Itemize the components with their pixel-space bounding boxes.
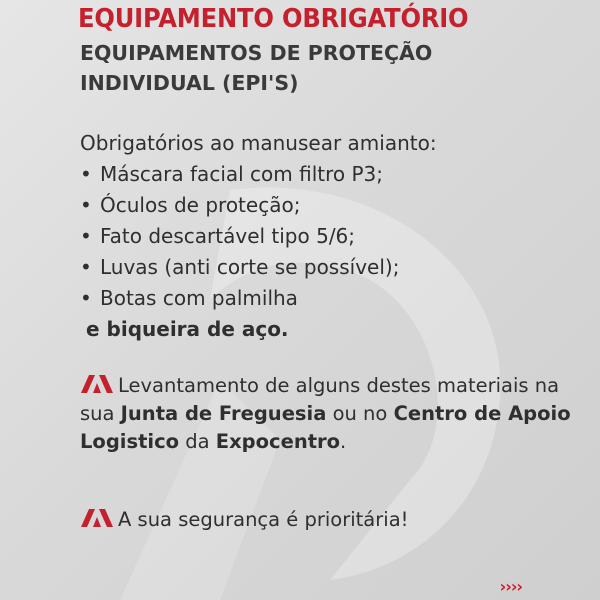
notice-text: . — [340, 430, 347, 453]
list-intro: Obrigatórios ao manusear amianto: — [80, 131, 437, 155]
list-items — [80, 159, 590, 314]
notice-text: ou no — [326, 402, 394, 425]
list-item — [80, 221, 590, 252]
list-item — [80, 159, 590, 190]
notice-bold-junta: Junta de Freguesia — [120, 402, 327, 425]
notice-text: da — [179, 430, 216, 453]
bullet: • — [80, 193, 92, 217]
notice-bold-expocentro: Expocentro — [215, 430, 341, 453]
list-item-text: Óculos de proteção; — [100, 193, 301, 217]
bullet: • — [80, 255, 92, 279]
notice-text: Levantamento de alguns destes materiais na sua — [80, 374, 560, 425]
bullet: • — [80, 162, 92, 186]
list-item-text: Luvas (anti corte se possível); — [100, 255, 400, 279]
pickup-notice — [80, 372, 590, 456]
bullet: • — [80, 224, 92, 248]
safety-notice — [80, 506, 590, 534]
warning-logo-icon — [80, 374, 114, 394]
page-subtitle: EQUIPAMENTOS DE PROTEÇÃO INDIVIDUAL (EPI'S) — [80, 41, 433, 95]
list-item — [80, 252, 590, 283]
required-equipment-list — [80, 128, 590, 345]
list-item-text: Fato descartável tipo 5/6; — [100, 224, 356, 248]
safety-notice-text: A sua segurança é prioritária! — [118, 508, 409, 531]
bullet: • — [80, 286, 92, 310]
content — [78, 0, 588, 600]
next-arrows-icon[interactable]: ›››› — [499, 577, 522, 596]
notice-bold-centro: Centro de Apoio Logistico — [80, 402, 571, 453]
list-item — [80, 283, 590, 314]
list-item — [80, 190, 590, 221]
warning-logo-icon — [80, 508, 114, 528]
list-item-text: Botas com palmilha — [100, 286, 298, 310]
list-item-continuation: e biqueira de aço. — [86, 317, 289, 341]
page-title: EQUIPAMENTO OBRIGATÓRIO — [78, 4, 469, 34]
list-item-text: Máscara facial com filtro P3; — [100, 162, 384, 186]
